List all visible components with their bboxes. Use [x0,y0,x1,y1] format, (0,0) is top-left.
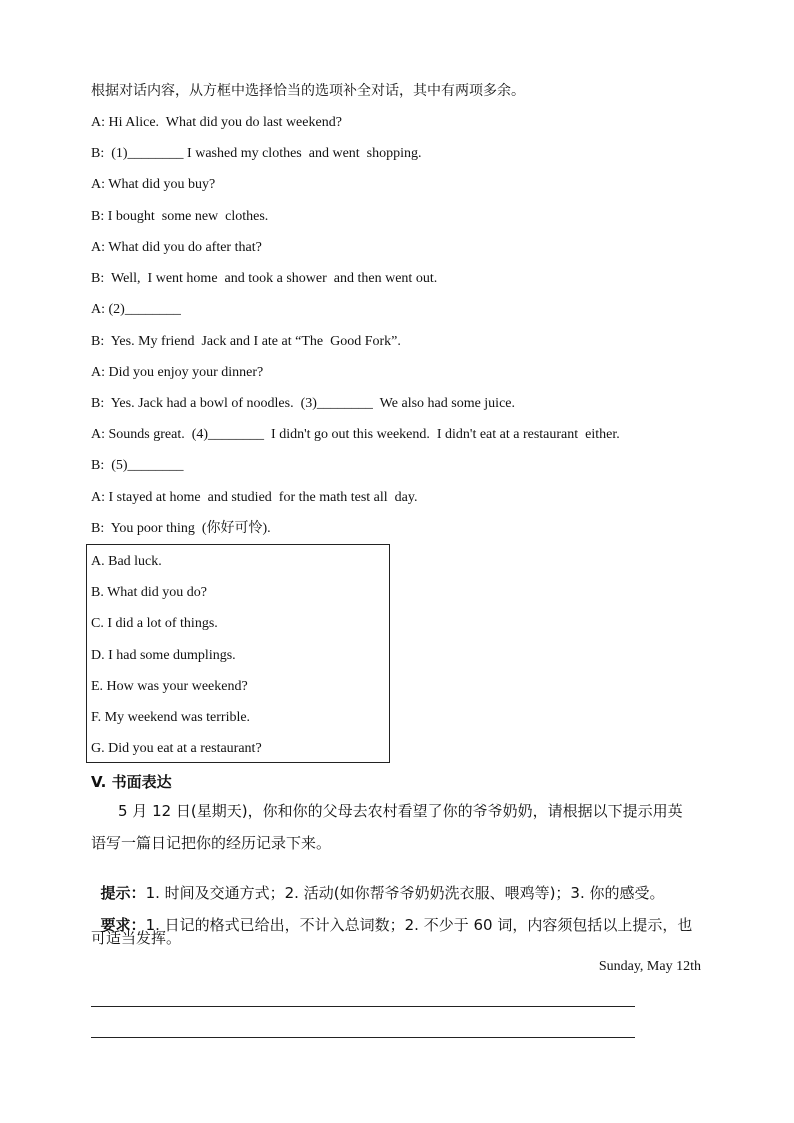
option-d: D. I had some dumplings. [91,648,236,663]
requirement-label: 要求： [100,916,146,934]
dialogue-line: B: Yes. Jack had a bowl of noodles. (3)________ We also had some juice. [91,396,515,411]
option-e: E. How was your weekend? [91,679,248,694]
dialogue-line: A: (2)________ [91,302,181,317]
dialogue-line: A: Hi Alice. What did you do last weekend? [91,115,342,130]
option-a: A. Bad luck. [91,554,162,569]
dialogue-line: B: You poor thing (你好可怜). [91,521,271,536]
prompt-line-2: 语写一篇日记把你的经历记录下来。 [91,834,332,852]
dialogue-line: A: What did you buy? [91,177,216,192]
instruction-text: 根据对话内容，从方框中选择恰当的选项补全对话，其中有两项多余。 [91,83,525,99]
option-f: F. My weekend was terrible. [91,710,251,725]
dialogue-line: A: I stayed at home and studied for the math test all day. [91,490,418,505]
dialogue-line: A: Did you enjoy your dinner? [91,365,264,380]
hint-line [91,866,665,902]
dialogue-line: B: I bought some new clothes. [91,209,269,224]
prompt-line-1: 5 月 12 日(星期天)，你和你的父母去农村看望了你的爷爷奶奶，请根据以下提示用英 [118,802,683,820]
diary-date: Sunday, May 12th [598,959,701,974]
writing-line [91,1006,635,1007]
option-b: B. What did you do? [91,585,208,600]
requirement-line [91,898,692,934]
dialogue-line: A: Sounds great. (4)________ I didn't go out this weekend. I didn't eat at a restaurant either. [91,427,620,442]
dialogue-line: A: What did you do after that? [91,240,262,255]
dialogue-line: B: Well, I went home and took a shower and then went out. [91,271,438,286]
writing-line [91,1037,635,1038]
option-c: C. I did a lot of things. [91,616,218,631]
hint-label: 提示： [100,884,146,902]
requirement-line-2: 可适当发挥。 [91,929,182,947]
option-g: G. Did you eat at a restaurant? [91,741,262,756]
hint-text: 1. 时间及交通方式；2. 活动(如你帮爷爷奶奶洗衣服、喂鸡等)；3. 你的感受。 [145,884,665,902]
dialogue-line: B: (5)________ [91,458,184,473]
dialogue-line: B: Yes. My friend Jack and I ate at “The Good Fork”. [91,334,401,349]
section-title: V. 书面表达 [91,773,172,791]
requirement-text: 1. 日记的格式已给出，不计入总词数；2. 不少于 60 词，内容须包括以上提示，也 [145,916,693,934]
options-box [86,544,390,763]
dialogue-line: B: (1)________ I washed my clothes and went shopping. [91,146,422,161]
